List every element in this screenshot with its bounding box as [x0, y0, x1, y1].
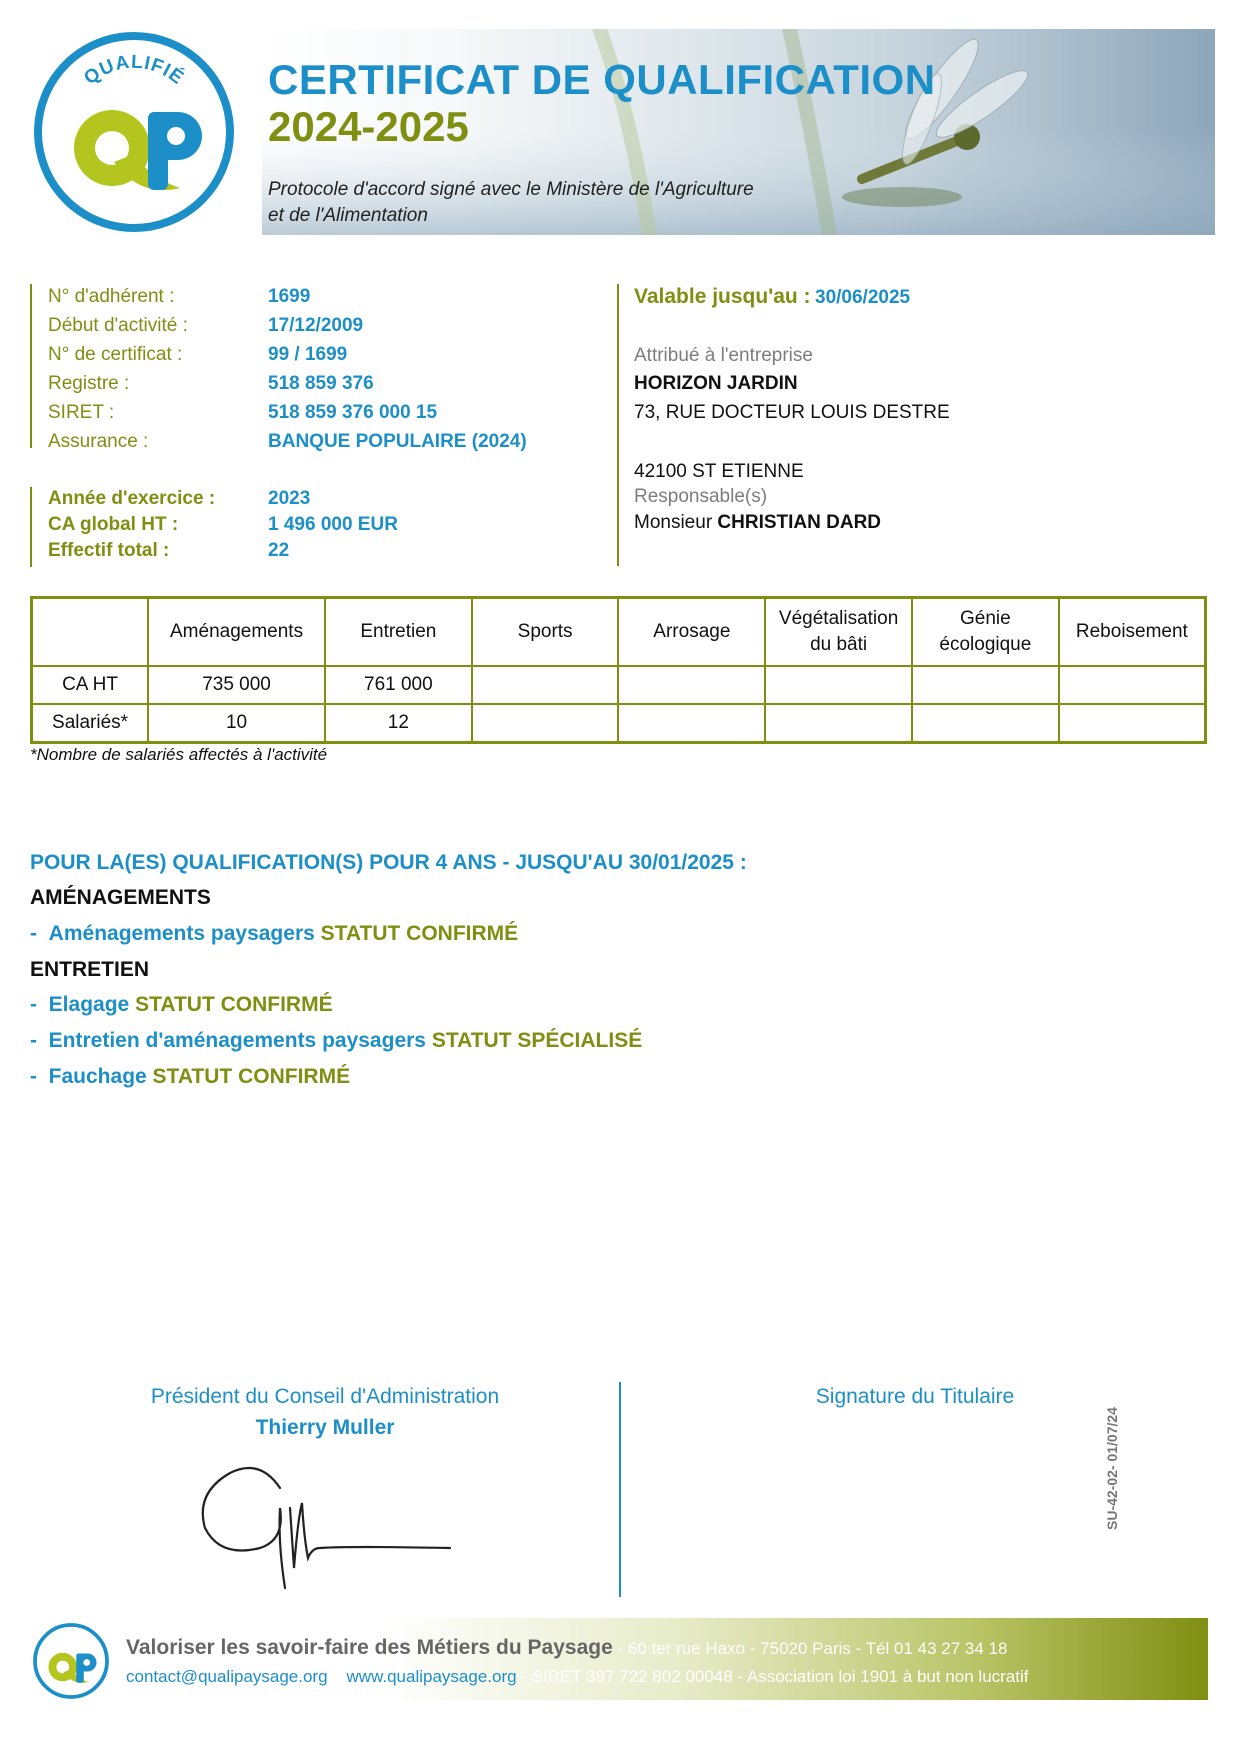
qualification-status: STATUT SPÉCIALISÉ: [431, 1029, 643, 1052]
insurance-value: BANQUE POPULAIRE (2024): [268, 431, 527, 452]
siret-label: SIRET :: [48, 402, 115, 423]
holder-signature-title: Signature du Titulaire: [815, 1385, 1015, 1408]
qualifie-qp-logo: [30, 28, 238, 236]
responsible-prefix: Monsieur: [634, 512, 718, 533]
table-header-row: [32, 598, 1206, 667]
activity-start-label: Début d'activité :: [48, 315, 188, 336]
certificate-number-value: 99 / 1699: [268, 344, 348, 365]
table-cell: [765, 666, 912, 704]
table-cell: 10: [148, 704, 325, 743]
siret-value: 518 859 376 000 15: [268, 402, 438, 423]
qualification-item: - Entretien d'aménagements paysagers STATUT SPÉCIALISÉ: [30, 1029, 643, 1052]
table-header-genie-ecologique: Génie écologique: [912, 598, 1059, 667]
footer-line-1: [126, 1636, 1007, 1660]
certificate-number-label: N° de certificat :: [48, 344, 183, 365]
table-header-reboisement: Reboisement: [1059, 598, 1206, 667]
table-footnote: *Nombre de salariés affectés à l'activité: [30, 745, 328, 764]
fiscal-year-label: Année d'exercice :: [48, 488, 216, 509]
responsible-label: Responsable(s): [634, 486, 768, 507]
qualification-name: Elagage: [48, 993, 130, 1016]
table-cell: [618, 666, 765, 704]
qualification-name: Fauchage: [48, 1065, 147, 1088]
president-title: Président du Conseil d'Administration: [150, 1385, 500, 1408]
footer-line-2: [126, 1667, 1029, 1687]
protocol-line-1: Protocole d'accord signé avec le Ministère de l'Agriculture: [268, 179, 754, 200]
right-info-divider: [617, 284, 619, 566]
table-cell: [912, 704, 1059, 743]
table-row: [32, 666, 1206, 704]
global-revenue-value: 1 496 000 EUR: [268, 514, 398, 535]
group-title-entretien: ENTRETIEN: [30, 958, 150, 981]
activity-start-value: 17/12/2009: [268, 315, 364, 336]
document-reference: SU-42-02- 01/07/24: [1104, 1407, 1120, 1530]
protocol-line-2: et de l'Alimentation: [268, 205, 428, 226]
qualification-name: Entretien d'aménagements paysagers: [48, 1029, 426, 1052]
certificate-years: 2024-2025: [268, 103, 469, 150]
qualification-status: STATUT CONFIRMÉ: [135, 993, 333, 1016]
table-cell: 12: [325, 704, 472, 743]
company-name: HORIZON JARDIN: [634, 373, 798, 394]
president-signature: [190, 1448, 460, 1593]
fiscal-year-value: 2023: [268, 488, 311, 509]
table-header-arrosage: Arrosage: [618, 598, 765, 667]
row-label-ca-ht: CA HT: [32, 666, 149, 704]
left-info-divider: [30, 284, 32, 448]
member-number-label: N° d'adhérent :: [48, 286, 175, 307]
table-cell: [1059, 666, 1206, 704]
activity-table: [30, 596, 1207, 744]
table-cell: [912, 666, 1059, 704]
qualification-status: STATUT CONFIRMÉ: [320, 922, 519, 945]
table-cell: [472, 704, 619, 743]
table-header-sports: Sports: [472, 598, 619, 667]
qualification-status: STATUT CONFIRMÉ: [152, 1065, 351, 1088]
member-number-value: 1699: [268, 286, 311, 307]
signature-divider: [619, 1382, 621, 1597]
responsible-person: [634, 512, 881, 534]
footer-logo: [32, 1622, 110, 1700]
group-title-amenagements: AMÉNAGEMENTS: [30, 886, 211, 909]
protocol-note: [268, 177, 754, 229]
logo-arc-text: QUALIFIÉ: [80, 51, 188, 90]
footer-tagline: Valoriser les savoir-faire des Métiers du Paysage: [126, 1636, 613, 1659]
total-staff-value: 22: [268, 540, 290, 561]
table-header-entretien: Entretien: [325, 598, 472, 667]
footer-legal: - SIRET 397 722 802 00048 - Association loi 1901 à but non lucratif: [516, 1667, 1029, 1686]
table-cell: [1059, 704, 1206, 743]
footer-address: - 60 ter rue Haxo - 75020 Paris - Tél 01 43 27 34 18: [612, 1639, 1008, 1658]
registry-label: Registre :: [48, 373, 130, 394]
table-cell: [618, 704, 765, 743]
left-finance-divider: [30, 487, 32, 567]
company-address-line-1: 73, RUE DOCTEUR LOUIS DESTRE: [634, 402, 950, 423]
table-header-vegetalisation: Végétalisation du bâti: [765, 598, 912, 667]
qualifications-heading: POUR LA(ES) QUALIFICATION(S) POUR 4 ANS - JUSQU'AU 30/01/2025 :: [30, 851, 747, 874]
qualification-name: Aménagements paysagers: [48, 922, 315, 945]
registry-value: 518 859 376: [268, 373, 374, 394]
table-cell: 761 000: [325, 666, 472, 704]
global-revenue-label: CA global HT :: [48, 514, 179, 535]
row-label-salaries: Salariés*: [32, 704, 149, 743]
attributed-label: Attribué à l'entreprise: [634, 345, 813, 366]
table-cell: 735 000: [148, 666, 325, 704]
valid-until-label: Valable jusqu'au :: [634, 285, 811, 308]
validity: [634, 285, 910, 309]
insurance-label: Assurance :: [48, 431, 149, 452]
table-row: [32, 704, 1206, 743]
table-header-amenagements: Aménagements: [148, 598, 325, 667]
certificate-title: CERTIFICAT DE QUALIFICATION: [268, 56, 936, 103]
president-name: Thierry Muller: [255, 1416, 395, 1439]
qualification-item: - Fauchage STATUT CONFIRMÉ: [30, 1065, 351, 1088]
table-cell: [472, 666, 619, 704]
footer-email-link[interactable]: contact@qualipaysage.org: [126, 1667, 328, 1686]
table-cell: [765, 704, 912, 743]
qualification-item: - Elagage STATUT CONFIRMÉ: [30, 993, 333, 1016]
responsible-name: CHRISTIAN DARD: [717, 512, 882, 533]
footer-website-link[interactable]: www.qualipaysage.org: [346, 1667, 517, 1686]
total-staff-label: Effectif total :: [48, 540, 170, 561]
valid-until-date: 30/06/2025: [815, 287, 911, 308]
qualification-item: - Aménagements paysagers STATUT CONFIRMÉ: [30, 922, 519, 945]
company-address-line-2: 42100 ST ETIENNE: [634, 461, 804, 482]
table-header-corner: [32, 598, 149, 667]
